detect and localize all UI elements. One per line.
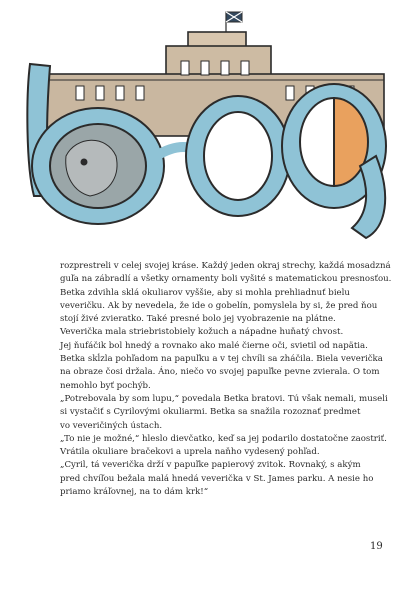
text-line: si vystačiť s Cyrilovými okuliarmi. Betka sa snažila rozoznať predmet [60, 407, 361, 418]
text-line: „Potrebovala by som lupu,“ povedala Betka bratovi. Tú však nemali, museli [60, 393, 388, 404]
text-line: Betka zdvihla sklá okuliarov vyššie, aby si mohla prehliadnuť bielu [60, 287, 350, 298]
text-line: „To nie je možné,“ hleslo dievčatko, keď sa jej podarilo dostatočne zaostriť. [60, 433, 387, 444]
text-line: na obraze čosi držala. Áno, niečo vo svojej papuľke pevne zvierala. O tom [60, 367, 380, 378]
text-line: priamo kráľovnej, na to dám krk!“ [60, 487, 209, 498]
text-line: nemohlo byť pochýb. [60, 380, 151, 391]
text-line: Vrátila okuliare bračekovi a uprela naňho vydesený pohľad. [60, 447, 320, 458]
page-number: 19 [370, 541, 383, 552]
text-line: stojí živé zvieratko. Také presné bolo jej vyobrazenie na plátne. [60, 314, 336, 325]
text-line: Jej ňufáčik bol hnedý a rovnako ako malé čierne oči, svietil od napätia. [60, 340, 368, 351]
flag-icon [226, 12, 242, 32]
text-line: guľa na zábradlí a všetky ornamenty boli vyšité s matematickou presnosťou. [60, 274, 392, 285]
text-line: „Cyril, tá veverička drží v papuľke papierový zvitok. Rovnaký, s akým [60, 460, 361, 471]
story-text [60, 260, 392, 499]
text-line: Veverička mala striebristobiely kožuch a nápadne huňatý chvost. [60, 327, 344, 338]
text-line: vo veveričiných ústach. [60, 420, 163, 431]
text-line: Betka skĺzla pohľadom na papuľku a v tej chvíli sa zháčila. Biela veverička [60, 354, 383, 365]
text-line: rozprestreli v celej svojej kráse. Každý jeden okraj strechy, každá mosadzná [60, 261, 391, 271]
glasses-palace-illustration [16, 6, 400, 248]
text-line: veveričku. Ak by nevedela, že ide o gobelín, pomyslela by si, že pred ňou [60, 300, 378, 311]
text-line: pred chvíľou bežala malá hnedá veverička v St. James parku. A nesie ho [60, 473, 374, 484]
